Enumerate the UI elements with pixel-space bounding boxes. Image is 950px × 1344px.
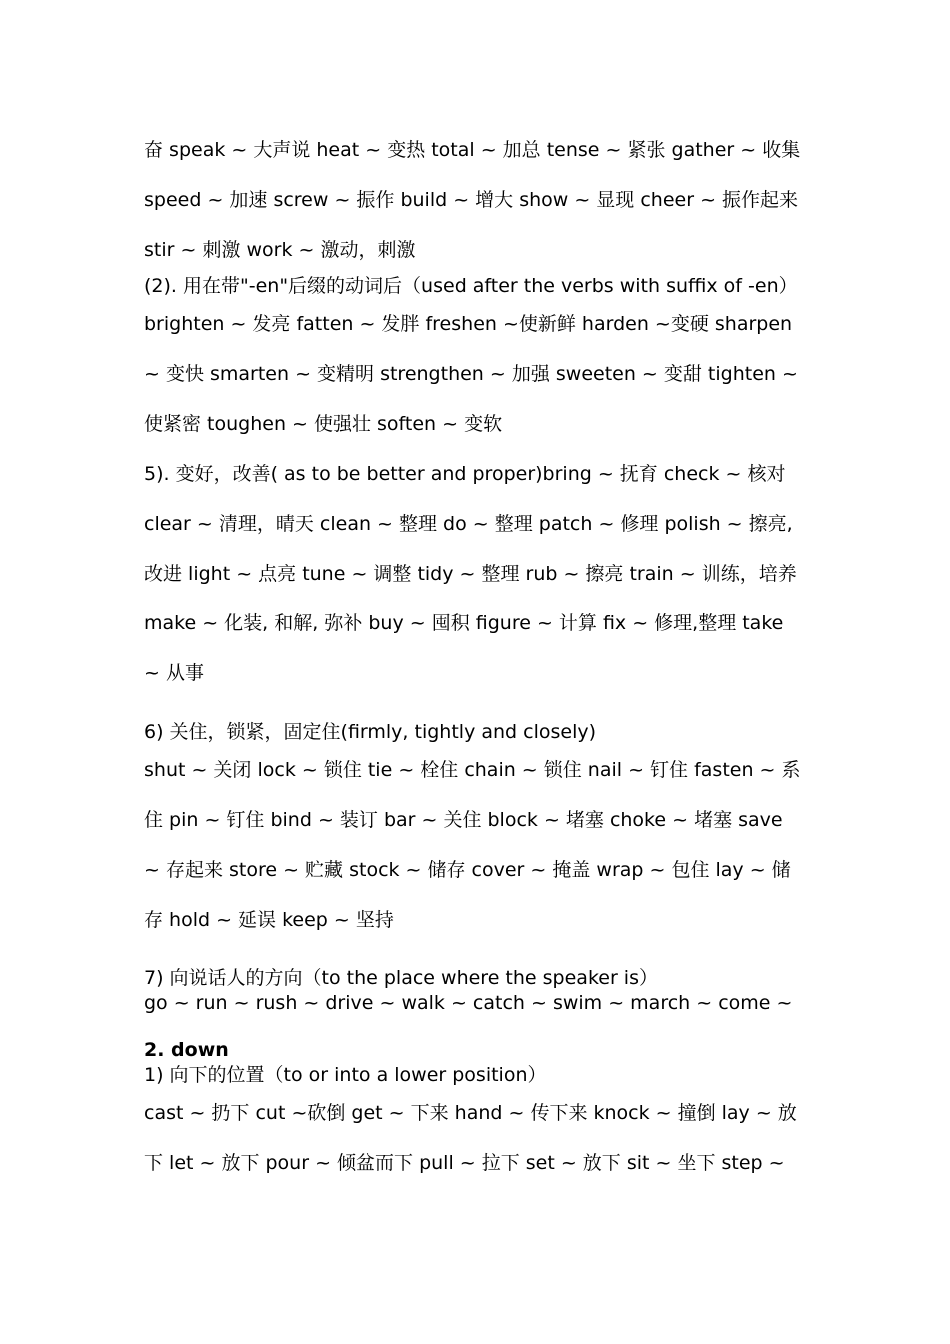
section-heading: 1) 向下的位置（to or into a lower position） [144,1064,547,1086]
text-line: make ~ 化装, 和解, 弥补 buy ~ 囤积 figure ~ 计算 fix ~ 修理,整理 take [144,612,784,634]
main-heading: 2. down [144,1039,229,1061]
section-heading: 7) 向说话人的方向（to the place where the speaker is） [144,967,658,989]
text-line: stir ~ 刺激 work ~ 激动，刺激 [144,239,416,261]
text-line: shut ~ 关闭 lock ~ 锁住 tie ~ 栓住 chain ~ 锁住 nail ~ 钉住 fasten ~ 系 [144,759,801,781]
text-line: 住 pin ~ 钉住 bind ~ 装订 bar ~ 关住 block ~ 堵塞 choke ~ 堵塞 save [144,809,783,831]
text-line: ~ 从事 [144,662,204,684]
text-line: clear ~ 清理，晴天 clean ~ 整理 do ~ 整理 patch ~ 修理 polish ~ 擦亮, [144,513,793,535]
section-heading: 6) 关住，锁紧，固定住(firmly, tightly and closely) [144,721,597,743]
text-line: 下 let ~ 放下 pour ~ 倾盆而下 pull ~ 拉下 set ~ 放下 sit ~ 坐下 step ~ [144,1152,785,1174]
text-line: speed ~ 加速 screw ~ 振作 build ~ 增大 show ~ 显现 cheer ~ 振作起来 [144,189,799,211]
text-line: ~ 变快 smarten ~ 变精明 strengthen ~ 加强 sweeten ~ 变甜 tighten ~ [144,363,798,385]
text-line: go ~ run ~ rush ~ drive ~ walk ~ catch ~ swim ~ march ~ come ~ [144,992,793,1014]
text-line: cast ~ 扔下 cut ~砍倒 get ~ 下来 hand ~ 传下来 knock ~ 撞倒 lay ~ 放 [144,1102,797,1124]
text-line: 改进 light ~ 点亮 tune ~ 调整 tidy ~ 整理 rub ~ 擦亮 train ~ 训练，培养 [144,563,797,585]
section-heading: (2). 用在带"-en"后缀的动词后（used after the verbs with suffix of -en） [144,275,798,297]
text-line: ~ 存起来 store ~ 贮藏 stock ~ 储存 cover ~ 掩盖 wrap ~ 包住 lay ~ 储 [144,859,791,881]
text-line: brighten ~ 发亮 fatten ~ 发胖 freshen ~使新鲜 harden ~变硬 sharpen [144,313,793,335]
text-line: 使紧密 toughen ~ 使强壮 soften ~ 变软 [144,413,503,435]
text-line: 奋 speak ~ 大声说 heat ~ 变热 total ~ 加总 tense ~ 紧张 gather ~ 收集 [144,139,801,161]
section-heading: 5). 变好，改善( as to be better and proper)bring ~ 抚育 check ~ 核对 [144,463,786,485]
text-line: 存 hold ~ 延误 keep ~ 坚持 [144,909,394,931]
